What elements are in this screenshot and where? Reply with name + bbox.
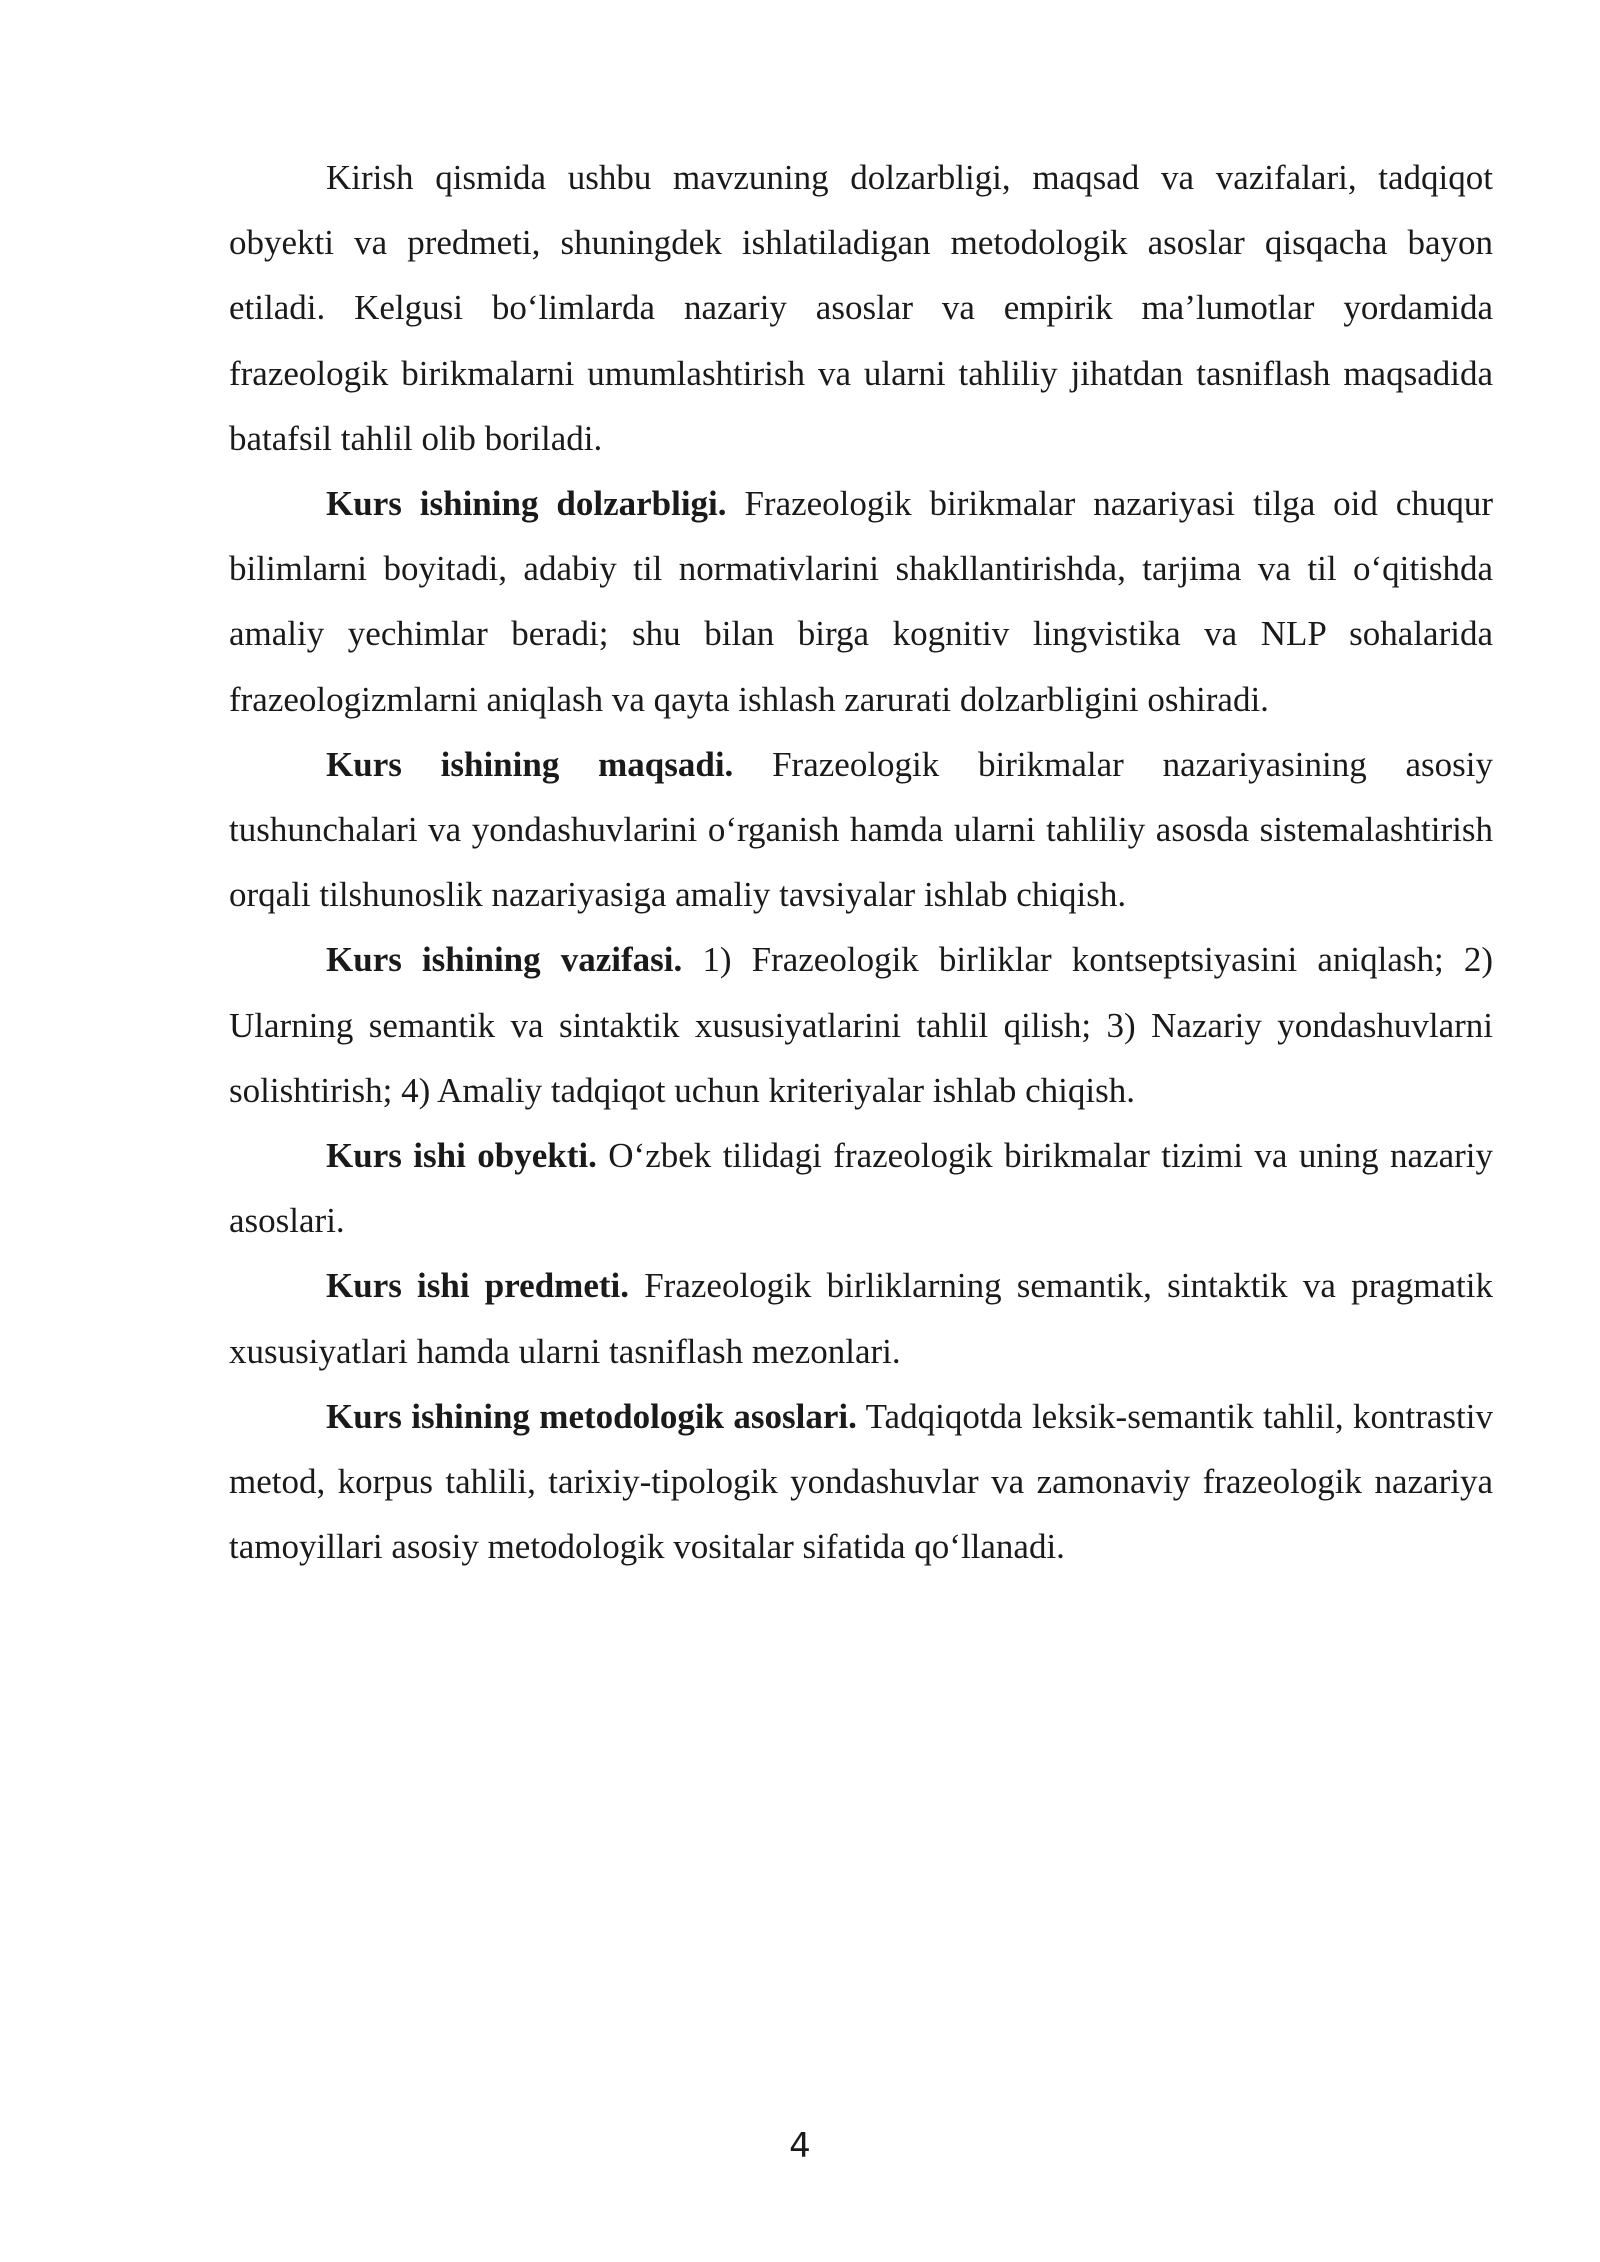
- paragraph-tasks: [229, 927, 1493, 1123]
- paragraph-heading: Kurs ishining dolzarbligi.: [326, 484, 727, 524]
- paragraph-heading: Kurs ishining metodologik asoslari.: [326, 1396, 857, 1436]
- paragraph-text: Frazeologik birikmalar nazariyasi tilga oid chuqur bilimlarni boyitadi, adabiy til normativlarini shakllantirishda, tarjima va til o‘qitishda amaliy yechimlar beradi; shu bilan birga kognitiv lingvistika va NLP sohalarida frazeologizmlarni aniqlash va qayta ishlash zarurati dolzarbligini oshiradi.: [229, 484, 1493, 719]
- paragraph-goal: [229, 732, 1493, 928]
- page-number: 4: [789, 2126, 811, 2166]
- paragraph-text: O‘zbek tilidagi frazeologik birikmalar tizimi va uning nazariy asoslari.: [229, 1136, 1493, 1241]
- paragraph-text: Kirish qismida ushbu mavzuning dolzarbligi, maqsad va vazifalari, tadqiqot obyekti va predmeti, shuningdek ishlatiladigan metodologik asoslar qisqacha bayon etiladi. Kelgusi bo‘limlarda nazariy asoslar va empirik ma’lumotlar yordamida frazeologik birikmalarni umumlashtirish va ularni tahliliy jihatdan tasniflash maqsadida batafsil tahlil olib boriladi.: [229, 158, 1493, 458]
- paragraph-heading: Kurs ishining maqsadi.: [326, 744, 734, 784]
- page-body: [229, 145, 1493, 1579]
- paragraph-methodology: [229, 1384, 1493, 1580]
- paragraph-heading: Kurs ishi predmeti.: [326, 1266, 629, 1306]
- paragraph-heading: Kurs ishi obyekti.: [326, 1136, 597, 1176]
- paragraph-text: Tadqiqotda leksik-semantik tahlil, kontrastiv metod, korpus tahlili, tarixiy-tipologik yondashuvlar va zamonaviy frazeologik nazariya tamoyillari asosiy metodologik vositalar sifatida qo‘llanadi.: [229, 1396, 1493, 1567]
- paragraph-text: Frazeologik birliklarning semantik, sintaktik va pragmatik xususiyatlari hamda ularni tasniflash mezonlari.: [229, 1266, 1494, 1371]
- paragraph-subject: [229, 1253, 1493, 1383]
- paragraph-object: [229, 1123, 1493, 1253]
- paragraph-heading: Kurs ishining vazifasi.: [326, 940, 683, 980]
- paragraph-text: 1) Frazeologik birliklar kontseptsiyasini aniqlash; 2) Ularning semantik va sintaktik xususiyatlarini tahlil qilish; 3) Nazariy yondashuvlarni solishtirish; 4) Amaliy tadqiqot uchun kriteriyalar ishlab chiqish.: [229, 940, 1494, 1110]
- paragraph-text: Frazeologik birikmalar nazariyasining asosiy tushunchalari va yondashuvlarini o‘rganish hamda ularni tahliliy asosda sistemalashtirish orqali tilshunoslik nazariyasiga amaliy tavsiyalar ishlab chiqish.: [229, 744, 1493, 915]
- paragraph-relevance: [229, 471, 1493, 732]
- paragraph-introduction: [229, 145, 1493, 471]
